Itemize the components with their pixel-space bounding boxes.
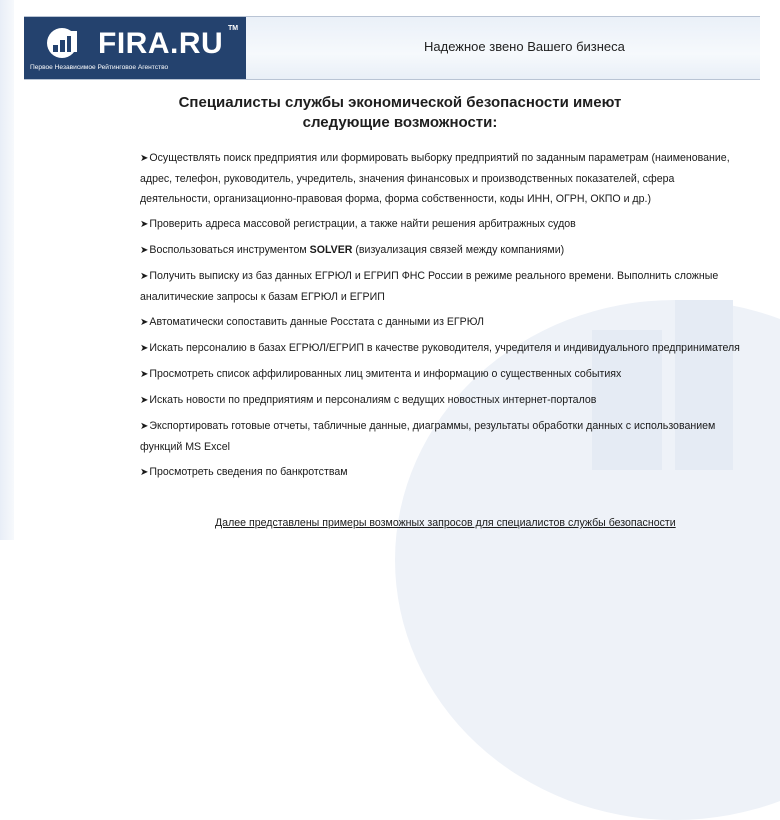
list-item bbox=[140, 240, 740, 261]
logo-name: FIRA.RU bbox=[98, 27, 224, 60]
item-text: Получить выписку из баз данных ЕГРЮЛ и ЕГРИП ФНС России в режиме реального времени. Выполнить сложные аналитические запросы к базам ЕГРЮЛ и ЕГРИП bbox=[140, 270, 719, 303]
logo-trademark: TM bbox=[228, 25, 239, 32]
arrow-bullet-icon: ➤ bbox=[140, 467, 149, 478]
item-text: Просмотреть список аффилированных лиц эмитента и информацию о существенных событиях bbox=[149, 368, 622, 380]
list-item bbox=[140, 364, 740, 385]
item-text: Просмотреть сведения по банкротствам bbox=[149, 466, 348, 478]
item-text: Искать персоналию в базах ЕГРЮЛ/ЕГРИП в качестве руководителя, учредителя и индивидуального предпринимателя bbox=[149, 342, 740, 354]
decorative-left-band bbox=[0, 0, 14, 540]
list-item bbox=[140, 338, 740, 359]
arrow-bullet-icon: ➤ bbox=[140, 153, 149, 164]
list-item bbox=[140, 214, 740, 235]
arrow-bullet-icon: ➤ bbox=[140, 245, 149, 256]
item-text: Искать новости по предприятиям и персоналиям с ведущих новостных интернет-порталов bbox=[149, 394, 597, 406]
next-examples-link[interactable]: Далее представлены примеры возможных запросов для специалистов службы безопасности bbox=[215, 517, 676, 529]
capabilities-list bbox=[140, 148, 740, 488]
list-item bbox=[140, 416, 740, 457]
header bbox=[24, 16, 760, 80]
arrow-bullet-icon: ➤ bbox=[140, 421, 149, 432]
item-text: Осуществлять поиск предприятия или формировать выборку предприятий по заданным параметрам (наименование, адрес, телефон, руководитель, учредитель, значения финансовых и производственных показателей, сфера деятельности, организационно-правовая форма, форма собственности, коды ИНН, ОГРН, ОКПО и др.) bbox=[140, 152, 730, 205]
item-text: (визуализация связей между компаниями) bbox=[352, 244, 565, 256]
item-highlight: SOLVER bbox=[309, 244, 353, 256]
arrow-bullet-icon: ➤ bbox=[140, 395, 149, 406]
arrow-bullet-icon: ➤ bbox=[140, 271, 149, 282]
list-item bbox=[140, 266, 740, 307]
page-title: Специалисты службы экономической безопасности имеют следующие возможности: bbox=[178, 94, 622, 131]
list-item bbox=[140, 462, 740, 483]
item-text: Экспортировать готовые отчеты, табличные данные, диаграммы, результаты обработки данных с использованием функций MS Excel bbox=[140, 420, 716, 453]
arrow-bullet-icon: ➤ bbox=[140, 317, 149, 328]
logo[interactable] bbox=[24, 17, 246, 79]
logo-bars-icon bbox=[38, 27, 92, 63]
arrow-bullet-icon: ➤ bbox=[140, 343, 149, 354]
list-item bbox=[140, 390, 740, 411]
logo-subtitle: Первое Независимое Рейтинговое Агентство bbox=[30, 64, 169, 71]
item-text: Воспользоваться инструментом bbox=[149, 244, 310, 256]
tagline: Надежное звено Вашего бизнеса bbox=[424, 39, 625, 54]
arrow-bullet-icon: ➤ bbox=[140, 219, 149, 230]
item-text: Автоматически сопоставить данные Росстата с данными из ЕГРЮЛ bbox=[149, 316, 484, 328]
item-text: Проверить адреса массовой регистрации, а также найти решения арбитражных судов bbox=[149, 218, 576, 230]
arrow-bullet-icon: ➤ bbox=[140, 369, 149, 380]
list-item bbox=[140, 312, 740, 333]
list-item bbox=[140, 148, 740, 209]
